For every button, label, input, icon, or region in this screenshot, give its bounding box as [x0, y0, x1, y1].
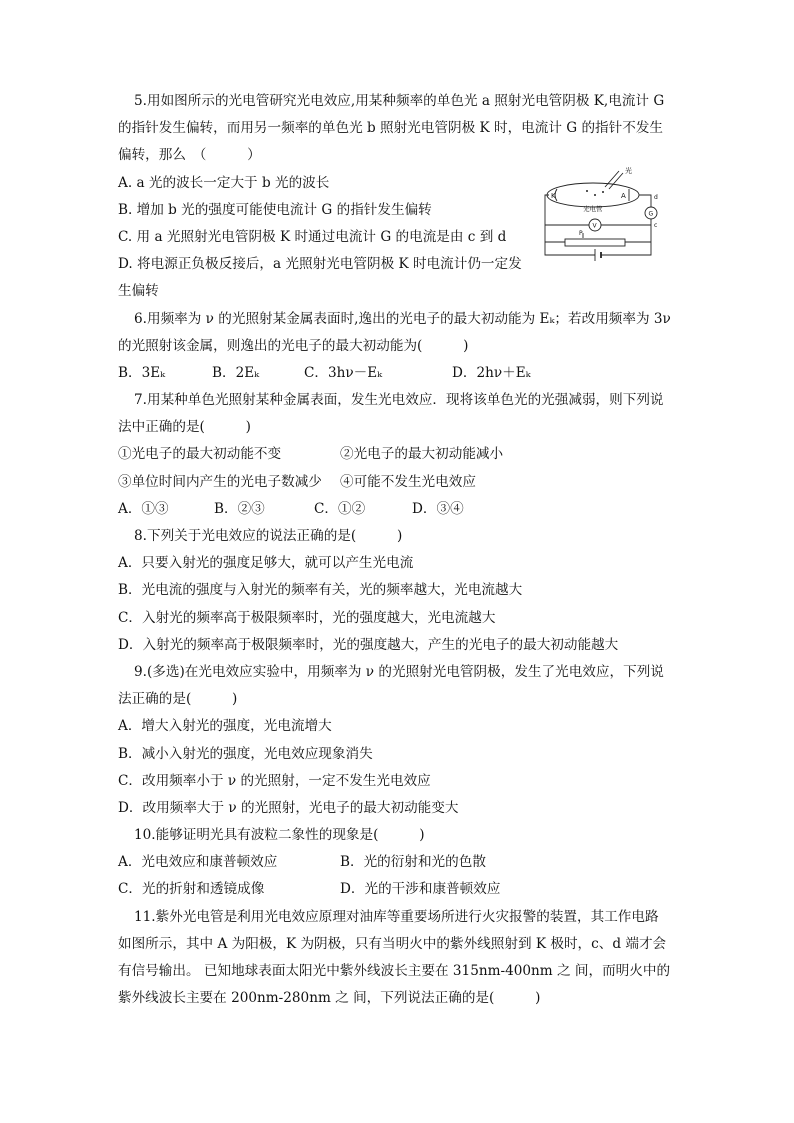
label-terminal-c: c	[654, 222, 658, 229]
q7-statement-4: ④可能不发生光电效应	[340, 473, 476, 490]
q7-option-b: B．②③	[214, 500, 265, 517]
photocell-circuit-diagram	[543, 165, 661, 275]
q8-option-c: C．入射光的频率高于极限频率时，光的强度越大，光电流越大	[118, 609, 496, 626]
q7-option-a: A．①③	[118, 500, 169, 517]
q7-stem-line2: 法中正确的是( )	[118, 419, 251, 436]
q5-stem-line2: 的指针发生偏转，而用另一频率的单色光 b 照射光电管阴极 K 时，电流计 G 的指针不发生	[118, 120, 664, 137]
right-wire-top	[639, 195, 651, 207]
q10-options-row2	[118, 876, 678, 903]
light-ray-2	[609, 173, 623, 189]
q10-option-c: C．光的折射和透镜成像	[118, 881, 265, 898]
rheostat	[565, 239, 625, 246]
q7-options	[118, 496, 678, 523]
q10-options-row1	[118, 849, 678, 876]
q8-option-d: D．入射光的频率高于极限频率时，光的强度越大，产生的光电子的最大初动能越大	[118, 636, 619, 653]
q6-stem-line2: 的光照射该金属，则逸出的光电子的最大初动能为( )	[118, 337, 469, 354]
label-slider: P	[579, 230, 583, 237]
q8-stem: 8.下列关于光电效应的说法正确的是( )	[134, 528, 403, 544]
q10-stem: 10.能够证明光具有波粒二象性的现象是( )	[134, 827, 425, 844]
q9-stem-line2: 法正确的是( )	[118, 691, 238, 708]
q11-stem-line2: 如图所示，其中 A 为阳极，K 为阴极，只有当明火中的紫外线照射到 K 极时，c、d 端才会	[118, 935, 667, 952]
q5-option-b: B. 增加 b 光的强度可能使电流计 G 的指针发生偏转	[118, 201, 432, 218]
q9-option-d: D．改用频率大于 ν 的光照射，光电子的最大初动能变大	[118, 799, 459, 816]
label-light: 光	[625, 167, 632, 175]
q7-statement-2: ②光电子的最大初动能减小	[340, 446, 504, 463]
q7-option-c: C．①②	[314, 500, 366, 517]
q6-option-d: D．2hν＋Eₖ	[452, 364, 531, 381]
q6-option-b: B．2Eₖ	[212, 364, 260, 381]
q5-option-d-line1: D. 将电源正负极反接后，a 光照射光电管阴极 K 时电流计仍一定发	[118, 256, 522, 273]
q10-option-b: B．光的衍射和光的色散	[340, 854, 486, 871]
label-anode: A	[621, 192, 626, 200]
q7-statements-row1	[118, 441, 678, 468]
electron-dot	[602, 191, 604, 193]
q11-stem-line1: 11.紫外光电管是利用光电效应原理对油库等重要场所进行火灾报警的装置，其工作电路	[134, 908, 659, 925]
q7-option-d: D．③④	[412, 500, 464, 517]
q10-option-a: A．光电效应和康普顿效应	[118, 854, 278, 871]
q11-stem-line3: 有信号输出。 已知地球表面太阳光中紫外线波长主要在 315nm-400nm 之 间，而明火中的	[118, 963, 671, 979]
q5-stem-line3: 偏转，那么 （ ）	[118, 147, 261, 164]
q8-option-b: B．光电流的强度与入射光的频率有关，光的频率越大，光电流越大	[118, 582, 523, 599]
label-tube: 光电管	[583, 205, 603, 213]
q5-option-a: A. a 光的波长一定大于 b 光的波长	[118, 174, 330, 191]
q6-options	[118, 360, 678, 387]
q5-stem-line1: 5.用如图所示的光电管研究光电效应,用某种频率的单色光 a 照射光电管阴极 K,电流计 G	[134, 93, 665, 109]
right-wire-bottom	[601, 219, 651, 255]
q11-stem-line4: 紫外线波长主要在 200nm-280nm 之 间，下列说法正确的是( )	[118, 990, 541, 1007]
q6-stem-line1: 6.用频率为 ν 的光照射某金属表面时,逸出的光电子的最大初动能为 Eₖ；若改用频率为 3ν	[134, 310, 671, 327]
electron-dot	[586, 190, 588, 192]
q6-option-c: C．3hν－Eₖ	[304, 364, 383, 381]
label-cathode: K	[551, 192, 556, 200]
q7-statement-1: ①光电子的最大初动能不变	[118, 446, 282, 463]
label-voltmeter: V	[592, 222, 597, 230]
q7-statements-row2	[118, 469, 678, 496]
q5-option-c: C. 用 a 光照射光电管阴极 K 时通过电流计 G 的电流是由 c 到 d	[118, 228, 507, 245]
q10-option-d: D．光的干涉和康普顿效应	[340, 881, 501, 898]
q8-option-a: A．只要入射光的强度足够大，就可以产生光电流	[118, 555, 414, 572]
q9-stem-line1: 9.(多选)在光电效应实验中，用频率为 ν 的光照射光电管阴极，发生了光电效应，下列说	[134, 663, 664, 680]
q7-statement-3: ③单位时间内产生的光电子数减少	[118, 473, 322, 490]
q9-option-c: C．改用频率小于 ν 的光照射，一定不发生光电效应	[118, 772, 431, 789]
q7-stem-line1: 7.用某种单色光照射某种金属表面，发生光电效应．现将该单色光的光强减弱，则下列说	[134, 392, 664, 409]
q9-option-a: A．增大入射光的强度，光电流增大	[118, 718, 332, 735]
electron-dot	[594, 194, 596, 196]
q6-option-a: B．3Eₖ	[118, 364, 166, 381]
q5-option-d-line2: 生偏转	[118, 283, 159, 300]
circuit-svg	[543, 165, 661, 275]
q9-option-b: B．减小入射光的强度，光电效应现象消失	[118, 745, 373, 762]
label-galvanometer: G	[648, 210, 654, 218]
label-terminal-d: d	[654, 194, 658, 201]
